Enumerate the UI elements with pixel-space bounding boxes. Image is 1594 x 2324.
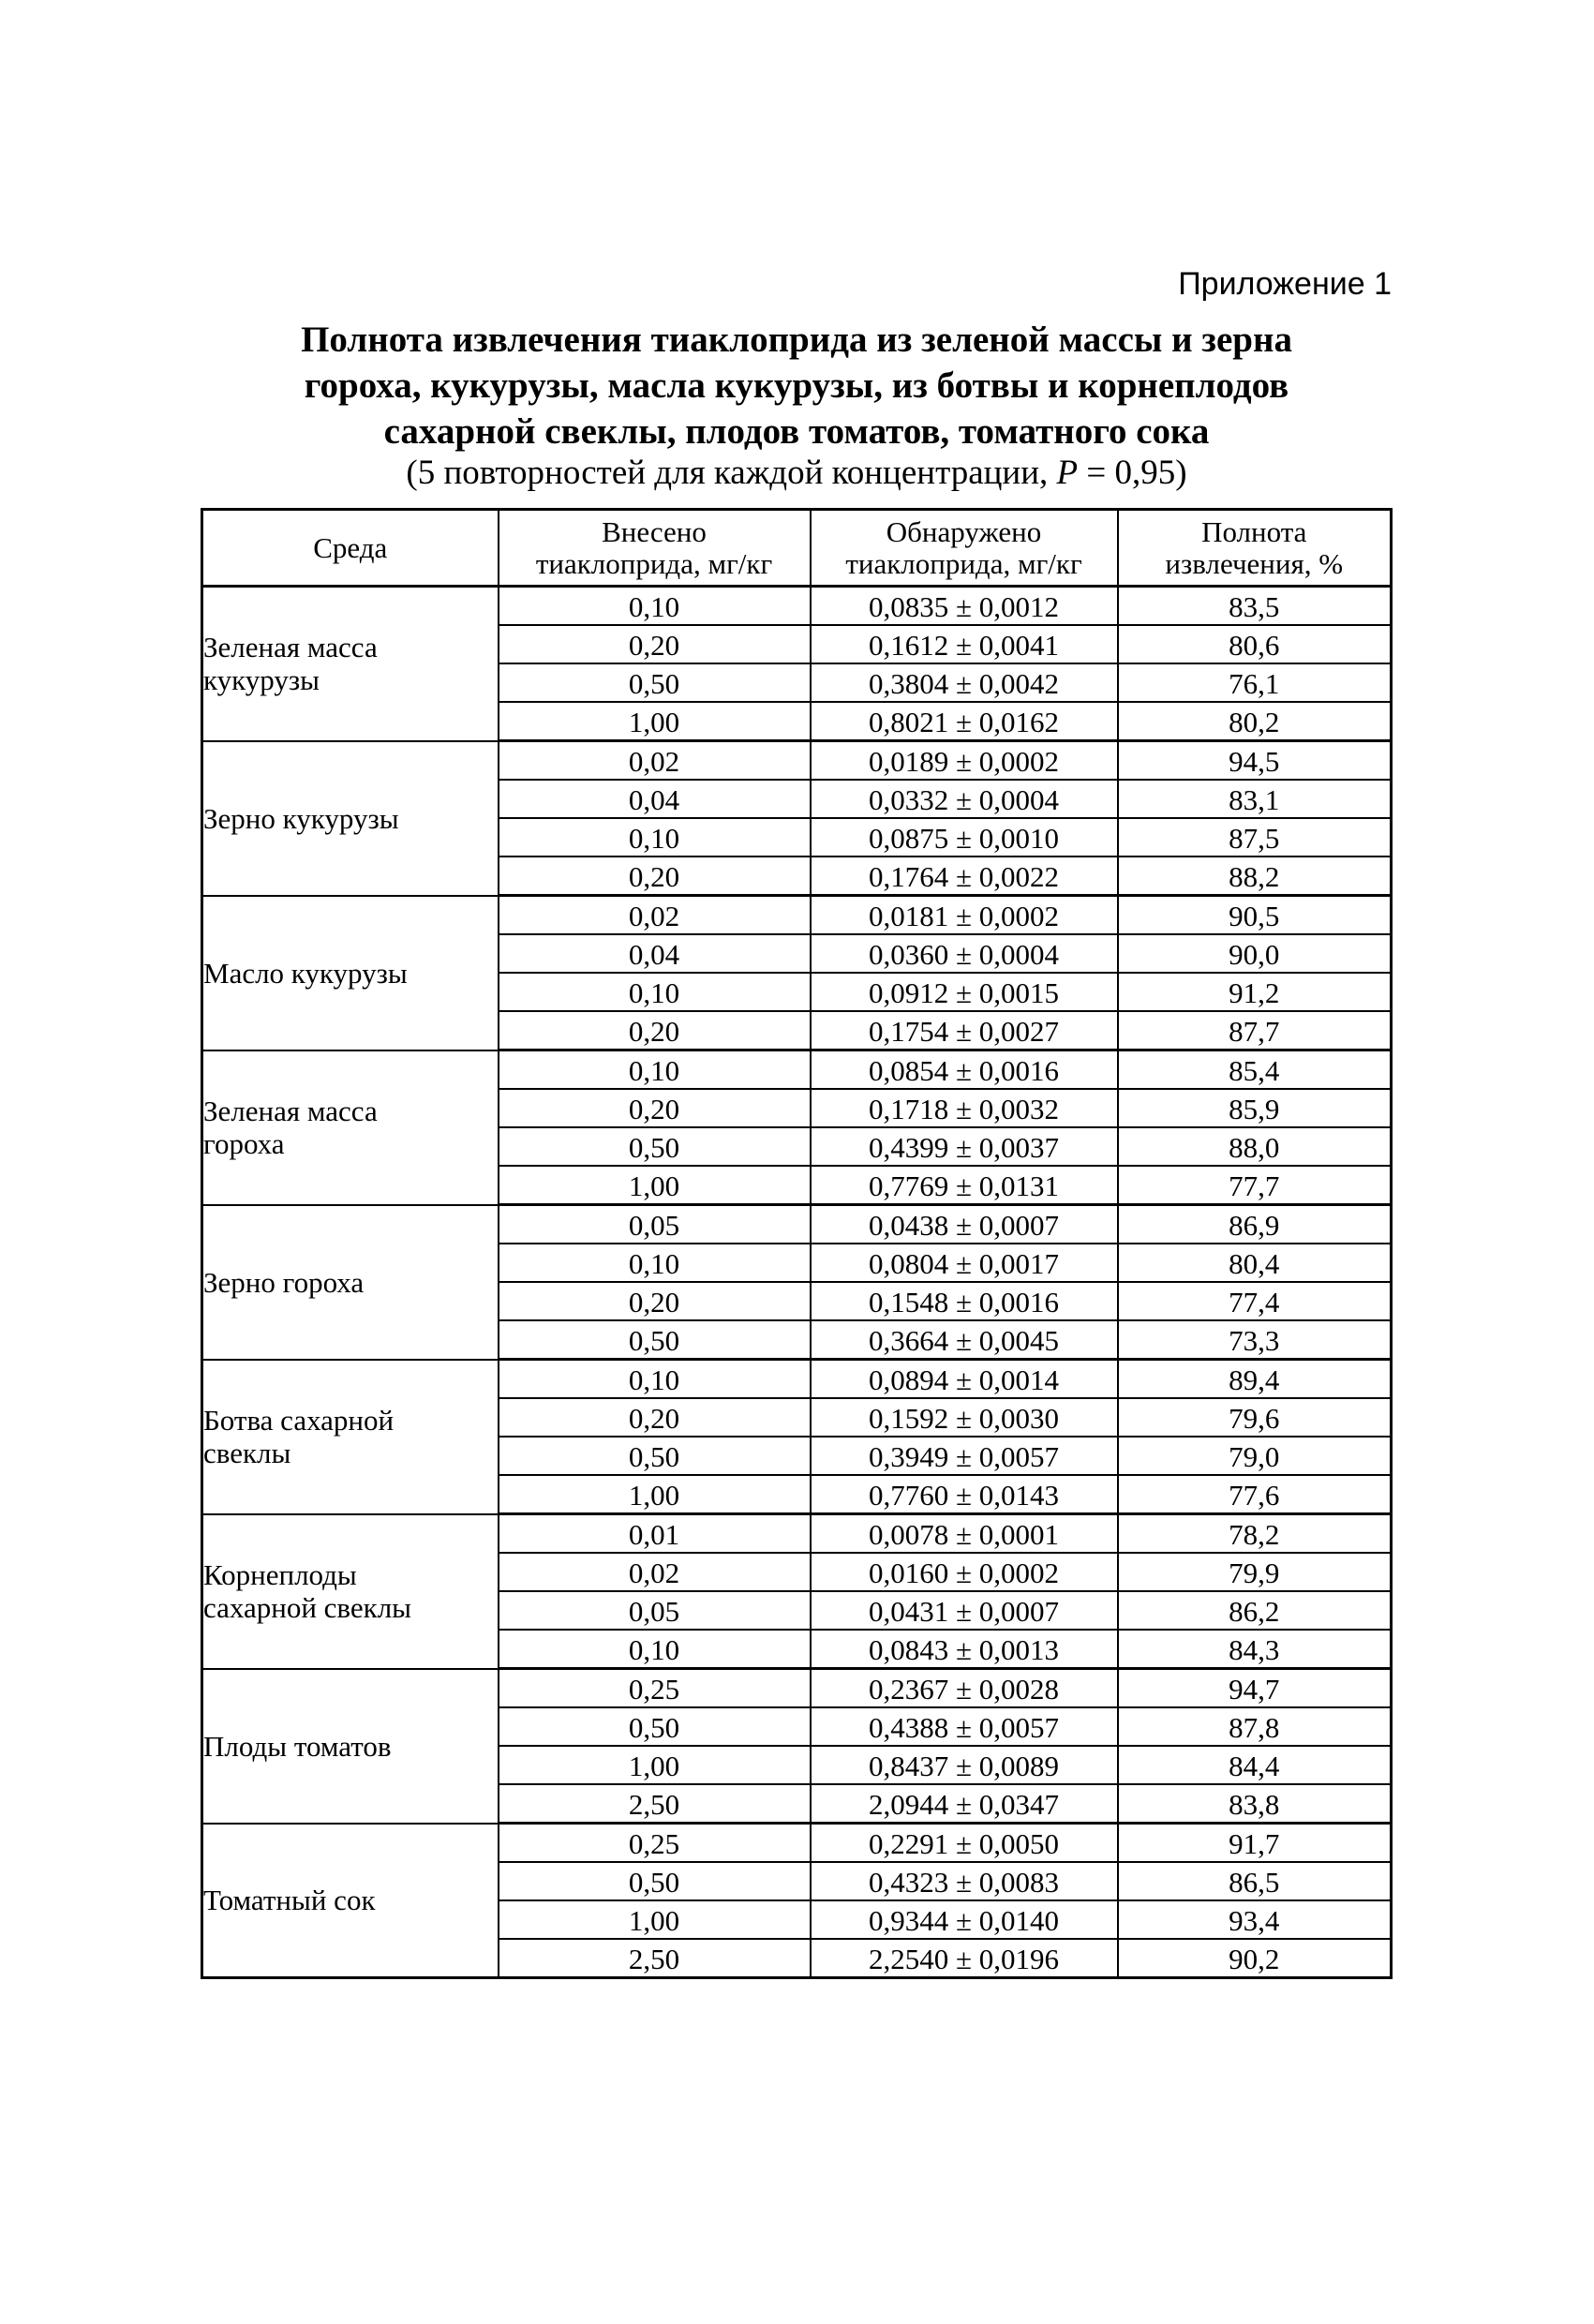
- recovery-cell: 90,2: [1118, 1939, 1392, 1978]
- recovery-cell: 80,2: [1118, 702, 1392, 741]
- added-cell: 0,10: [499, 1244, 811, 1282]
- recovery-cell: 85,9: [1118, 1089, 1392, 1127]
- recovery-cell: 94,7: [1118, 1669, 1392, 1708]
- found-cell: 0,0875 ± 0,0010: [811, 818, 1118, 857]
- recovery-cell: 86,9: [1118, 1205, 1392, 1244]
- recovery-cell: 84,4: [1118, 1746, 1392, 1784]
- found-cell: 0,0431 ± 0,0007: [811, 1591, 1118, 1630]
- table-header-row: [202, 510, 1392, 587]
- medium-line: Зеленая масса: [203, 1095, 378, 1127]
- document-title: [187, 317, 1406, 454]
- medium-cell: [202, 1824, 499, 1978]
- recovery-cell: 90,5: [1118, 896, 1392, 935]
- added-cell: 1,00: [499, 1475, 811, 1514]
- recovery-cell: 83,8: [1118, 1784, 1392, 1824]
- subtitle-prefix: (5 повторностей для каждой концентрации,: [406, 454, 1057, 492]
- added-cell: 0,20: [499, 1089, 811, 1127]
- recovery-cell: 94,5: [1118, 741, 1392, 781]
- found-cell: 0,3949 ± 0,0057: [811, 1437, 1118, 1475]
- recovery-cell: 79,0: [1118, 1437, 1392, 1475]
- found-cell: 0,2291 ± 0,0050: [811, 1824, 1118, 1863]
- title-line: сахарной свеклы, плодов томатов, томатного сока: [383, 411, 1210, 452]
- added-cell: 0,25: [499, 1824, 811, 1863]
- added-cell: 0,10: [499, 818, 811, 857]
- found-cell: 0,3804 ± 0,0042: [811, 663, 1118, 702]
- medium-line: Зерно кукурузы: [203, 801, 399, 835]
- added-cell: 0,25: [499, 1669, 811, 1708]
- table-row: [202, 896, 1392, 935]
- medium-cell: [202, 741, 499, 896]
- medium-line: Корнеплоды: [203, 1558, 357, 1591]
- found-cell: 0,0360 ± 0,0004: [811, 934, 1118, 973]
- added-cell: 0,10: [499, 1630, 811, 1669]
- medium-line: кукурузы: [203, 663, 320, 697]
- found-cell: 0,1754 ± 0,0027: [811, 1011, 1118, 1050]
- found-cell: 0,0912 ± 0,0015: [811, 973, 1118, 1011]
- recovery-cell: 88,0: [1118, 1127, 1392, 1166]
- found-cell: 0,7760 ± 0,0143: [811, 1475, 1118, 1514]
- added-cell: 0,50: [499, 1437, 811, 1475]
- found-cell: 0,4388 ± 0,0057: [811, 1707, 1118, 1746]
- added-cell: 0,10: [499, 973, 811, 1011]
- header-found-line: Обнаружено: [886, 514, 1042, 548]
- found-cell: 2,2540 ± 0,0196: [811, 1939, 1118, 1978]
- added-cell: 0,04: [499, 780, 811, 818]
- header-added: [499, 510, 811, 587]
- recovery-cell: 77,7: [1118, 1166, 1392, 1205]
- added-cell: 0,02: [499, 896, 811, 935]
- added-cell: 0,50: [499, 1127, 811, 1166]
- title-line: гороха, кукурузы, масла кукурузы, из ботвы и корнеплодов: [304, 365, 1289, 406]
- added-cell: 0,02: [499, 741, 811, 781]
- subtitle-suffix: = 0,95): [1078, 454, 1187, 492]
- title-line: Полнота извлечения тиаклоприда из зеленой массы и зерна: [301, 320, 1292, 360]
- recovery-cell: 87,7: [1118, 1011, 1392, 1050]
- recovery-cell: 84,3: [1118, 1630, 1392, 1669]
- added-cell: 0,04: [499, 934, 811, 973]
- found-cell: 0,0804 ± 0,0017: [811, 1244, 1118, 1282]
- header-added-line: тиаклоприда, мг/кг: [535, 546, 773, 580]
- recovery-cell: 87,8: [1118, 1707, 1392, 1746]
- added-cell: 2,50: [499, 1939, 811, 1978]
- found-cell: 0,8437 ± 0,0089: [811, 1746, 1118, 1784]
- medium-line: сахарной свеклы: [203, 1591, 412, 1624]
- found-cell: 0,2367 ± 0,0028: [811, 1669, 1118, 1708]
- medium-line: Зеленая масса: [203, 631, 378, 664]
- header-recovery-line: извлечения, %: [1165, 546, 1344, 580]
- recovery-cell: 77,4: [1118, 1282, 1392, 1320]
- recovery-cell: 89,4: [1118, 1360, 1392, 1399]
- found-cell: 0,1764 ± 0,0022: [811, 857, 1118, 896]
- recovery-cell: 91,2: [1118, 973, 1392, 1011]
- added-cell: 0,01: [499, 1514, 811, 1554]
- medium-cell: [202, 587, 499, 741]
- found-cell: 0,0835 ± 0,0012: [811, 587, 1118, 626]
- header-recovery: [1118, 510, 1392, 587]
- medium-line: гороха: [203, 1127, 285, 1160]
- header-recovery-line: Полнота: [1201, 514, 1307, 548]
- added-cell: 0,05: [499, 1205, 811, 1244]
- medium-cell: [202, 1205, 499, 1360]
- found-cell: 0,1612 ± 0,0041: [811, 625, 1118, 663]
- medium-cell: [202, 1050, 499, 1205]
- medium-cell: [202, 1360, 499, 1514]
- found-cell: 0,1592 ± 0,0030: [811, 1398, 1118, 1437]
- table-row: [202, 587, 1392, 626]
- recovery-cell: 79,6: [1118, 1398, 1392, 1437]
- recovery-cell: 76,1: [1118, 663, 1392, 702]
- header-added-line: Внесено: [602, 514, 707, 548]
- found-cell: 0,0078 ± 0,0001: [811, 1514, 1118, 1554]
- medium-line: свеклы: [203, 1437, 291, 1469]
- found-cell: 0,0332 ± 0,0004: [811, 780, 1118, 818]
- added-cell: 0,10: [499, 1050, 811, 1090]
- recovery-cell: 83,1: [1118, 780, 1392, 818]
- added-cell: 2,50: [499, 1784, 811, 1824]
- added-cell: 0,50: [499, 1320, 811, 1360]
- recovery-cell: 73,3: [1118, 1320, 1392, 1360]
- added-cell: 0,05: [499, 1591, 811, 1630]
- found-cell: 2,0944 ± 0,0347: [811, 1784, 1118, 1824]
- medium-line: Ботва сахарной: [203, 1404, 395, 1437]
- table-row: [202, 1824, 1392, 1863]
- medium-line: Зерно гороха: [203, 1265, 365, 1299]
- found-cell: 0,8021 ± 0,0162: [811, 702, 1118, 741]
- found-cell: 0,0438 ± 0,0007: [811, 1205, 1118, 1244]
- header-found-line: тиаклоприда, мг/кг: [845, 546, 1082, 580]
- found-cell: 0,0189 ± 0,0002: [811, 741, 1118, 781]
- medium-cell: [202, 1669, 499, 1824]
- added-cell: 0,02: [499, 1553, 811, 1591]
- found-cell: 0,1718 ± 0,0032: [811, 1089, 1118, 1127]
- added-cell: 0,50: [499, 663, 811, 702]
- subtitle-variable: P: [1056, 454, 1079, 492]
- table-row: [202, 1360, 1392, 1399]
- added-cell: 1,00: [499, 1900, 811, 1939]
- added-cell: 1,00: [499, 1166, 811, 1205]
- medium-line: Томатный сок: [203, 1884, 376, 1917]
- table-row: [202, 1514, 1392, 1554]
- found-cell: 0,3664 ± 0,0045: [811, 1320, 1118, 1360]
- header-medium-line: Среда: [313, 530, 388, 564]
- table-row: [202, 1050, 1392, 1090]
- found-cell: 0,0160 ± 0,0002: [811, 1553, 1118, 1591]
- found-cell: 0,0894 ± 0,0014: [811, 1360, 1118, 1399]
- found-cell: 0,4399 ± 0,0037: [811, 1127, 1118, 1166]
- recovery-cell: 85,4: [1118, 1050, 1392, 1090]
- recovery-cell: 86,2: [1118, 1591, 1392, 1630]
- medium-cell: [202, 896, 499, 1050]
- medium-line: Масло кукурузы: [203, 956, 408, 990]
- found-cell: 0,0181 ± 0,0002: [811, 896, 1118, 935]
- header-medium: [202, 510, 499, 587]
- header-found: [811, 510, 1118, 587]
- added-cell: 0,20: [499, 857, 811, 896]
- added-cell: 0,50: [499, 1862, 811, 1900]
- added-cell: 0,10: [499, 1360, 811, 1399]
- recovery-cell: 78,2: [1118, 1514, 1392, 1554]
- found-cell: 0,7769 ± 0,0131: [811, 1166, 1118, 1205]
- medium-cell: [202, 1514, 499, 1669]
- medium-line: Плоды томатов: [203, 1729, 392, 1763]
- added-cell: 0,20: [499, 1398, 811, 1437]
- found-cell: 0,4323 ± 0,0083: [811, 1862, 1118, 1900]
- appendix-label: Приложение 1: [1178, 266, 1392, 302]
- table-row: [202, 1205, 1392, 1244]
- recovery-cell: 93,4: [1118, 1900, 1392, 1939]
- added-cell: 0,20: [499, 1282, 811, 1320]
- recovery-cell: 83,5: [1118, 587, 1392, 626]
- table-row: [202, 1669, 1392, 1708]
- found-cell: 0,0843 ± 0,0013: [811, 1630, 1118, 1669]
- table-body: [202, 587, 1392, 1978]
- added-cell: 1,00: [499, 702, 811, 741]
- recovery-cell: 90,0: [1118, 934, 1392, 973]
- recovery-cell: 80,4: [1118, 1244, 1392, 1282]
- added-cell: 0,20: [499, 1011, 811, 1050]
- recovery-cell: 91,7: [1118, 1824, 1392, 1863]
- found-cell: 0,1548 ± 0,0016: [811, 1282, 1118, 1320]
- added-cell: 1,00: [499, 1746, 811, 1784]
- recovery-cell: 88,2: [1118, 857, 1392, 896]
- recovery-cell: 77,6: [1118, 1475, 1392, 1514]
- found-cell: 0,9344 ± 0,0140: [811, 1900, 1118, 1939]
- recovery-table: [201, 508, 1393, 1979]
- added-cell: 0,20: [499, 625, 811, 663]
- recovery-cell: 80,6: [1118, 625, 1392, 663]
- recovery-cell: 87,5: [1118, 818, 1392, 857]
- recovery-cell: 86,5: [1118, 1862, 1392, 1900]
- recovery-cell: 79,9: [1118, 1553, 1392, 1591]
- added-cell: 0,10: [499, 587, 811, 626]
- document-subtitle: [187, 452, 1406, 495]
- added-cell: 0,50: [499, 1707, 811, 1746]
- table-row: [202, 741, 1392, 781]
- found-cell: 0,0854 ± 0,0016: [811, 1050, 1118, 1090]
